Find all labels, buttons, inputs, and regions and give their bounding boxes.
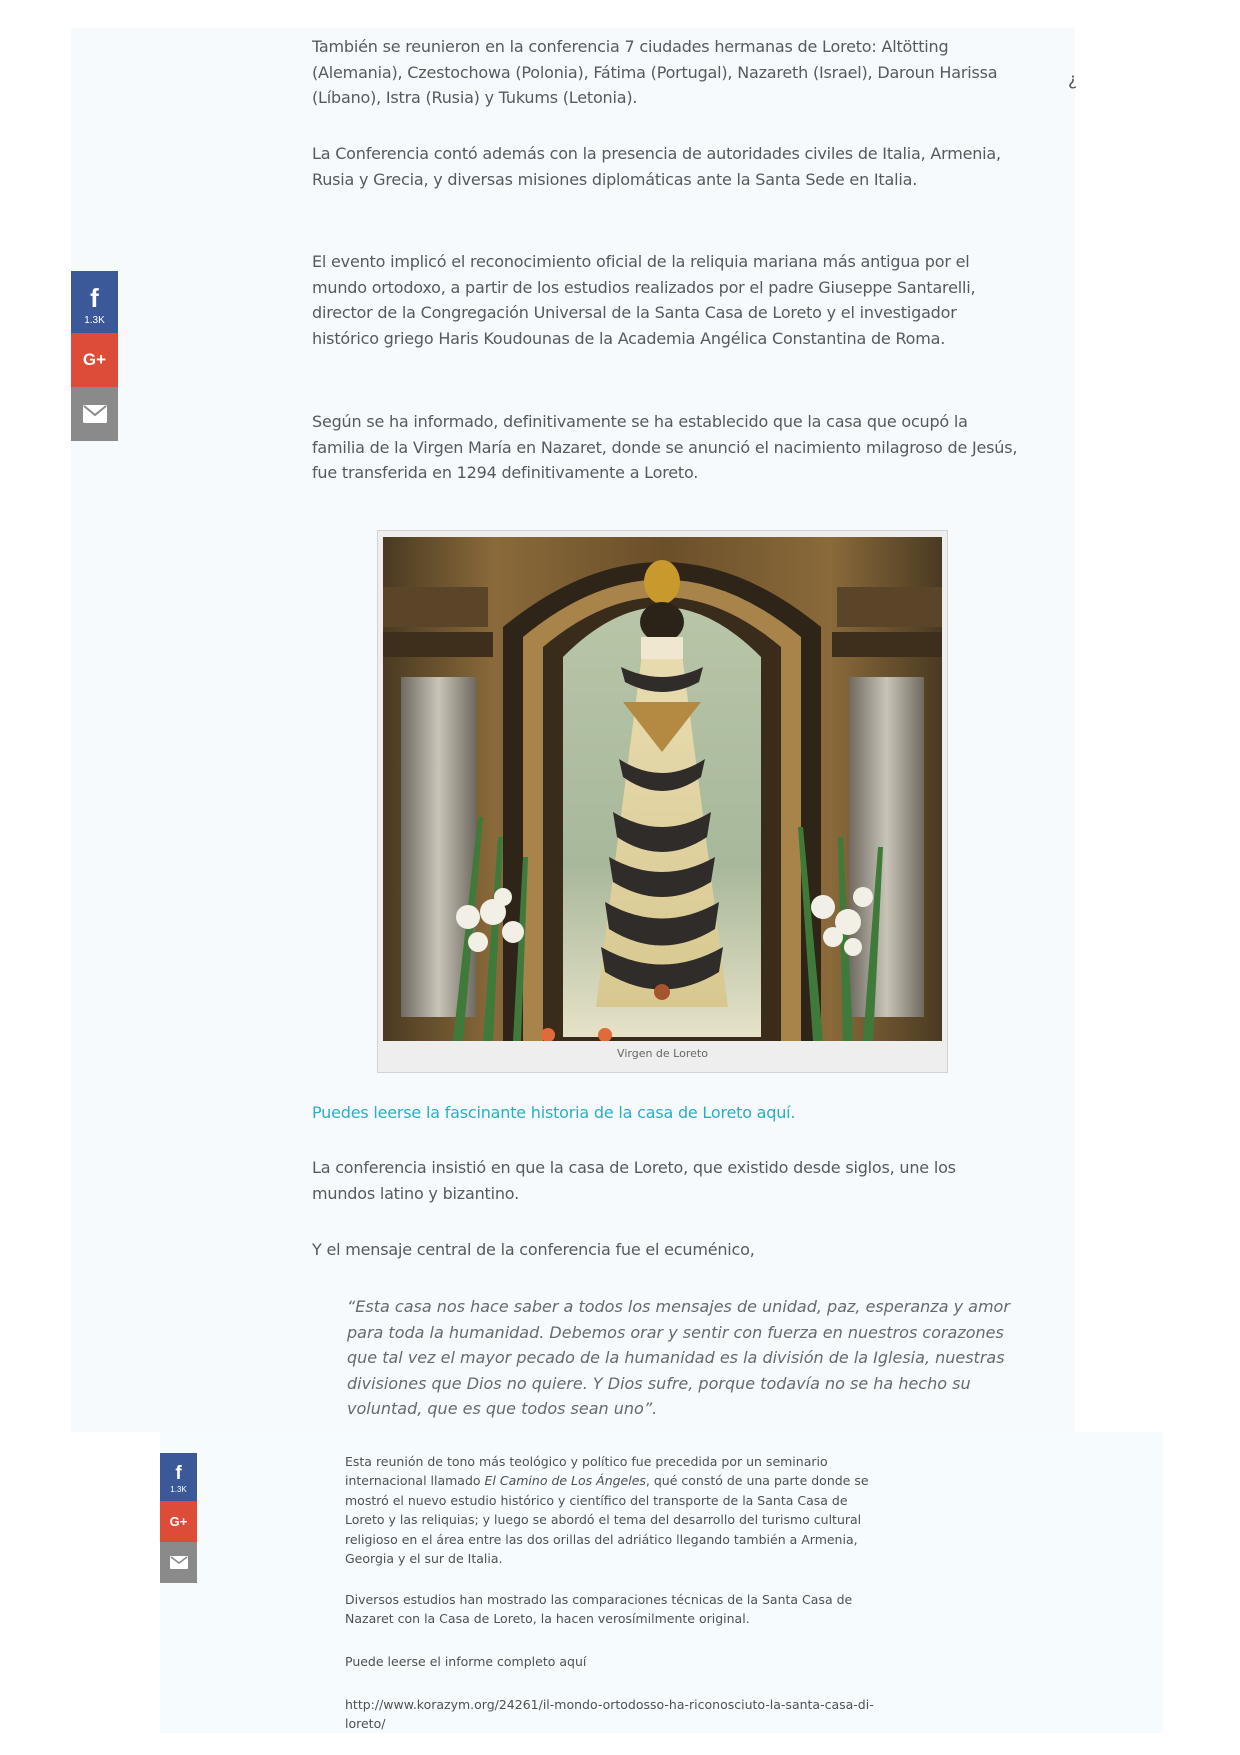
paragraph-report: Puede leerse el informe completo aquí xyxy=(345,1654,587,1669)
paragraph-seminar xyxy=(345,1452,885,1568)
seminar-text-after: , qué constó de una parte donde se mostró el nuevo estudio histórico y científico del transporte de la Santa Casa de Loreto y las reliquias; y luego se abordó el tema del desarrollo del turismo cultural religioso en el área entre las dos orillas del adriático llegando también a Armenia, Georgia y el sur de Italia. xyxy=(345,1473,869,1567)
paragraph-event: El evento implicó el reconocimiento oficial de la reliquia mariana más antigua por el mundo ortodoxo, a partir de los estudios realizados por el padre Giuseppe Santarelli, director de la Congregación Universal de la Santa Casa de Loreto y el investigador histórico griego Haris Koudounas de la Academia Angélica Constantina de Roma. xyxy=(312,252,976,348)
seminar-title: El Camino de Los Ángeles xyxy=(484,1473,646,1489)
figure-caption: Virgen de Loreto xyxy=(617,1047,708,1060)
google-plus-icon: G+ xyxy=(169,1514,188,1529)
facebook-icon: f xyxy=(175,1463,182,1484)
paragraph-sister-cities: También se reunieron en la conferencia 7 ciudades hermanas de Loreto: Altötting (Alemania), Czestochowa (Polonia), Fátima (Portugal), Nazareth (Israel), Daroun Harissa (Líbano), Istra (Rusia) y Tukums (Letonia). xyxy=(312,37,998,108)
shrine-image xyxy=(383,537,942,1041)
stray-character: ¿ xyxy=(1068,70,1078,90)
seminar-text-before: Esta reunión de tono más teológico y político fue precedida por un seminario internacional llamado xyxy=(345,1454,828,1489)
paragraph-informed: Según se ha informado, definitivamente se ha establecido que la casa que ocupó la familia de la Virgen María en Nazaret, donde se anunció el nacimiento milagroso de Jesús, fue transferida en 1294 definitivamente a Loreto. xyxy=(312,412,1018,483)
figure-virgen-de-loreto xyxy=(377,530,948,1073)
history-link[interactable]: Puedes leerse la fascinante historia de la casa de Loreto aquí. xyxy=(312,1103,796,1122)
email-share-button[interactable] xyxy=(160,1542,197,1583)
quote-block: “Esta casa nos hace saber a todos los mensajes de unidad, paz, esperanza y amor para toda la humanidad. Debemos orar y sentir con fuerza en nuestros corazones que tal vez el mayor pecado de la humanidad es la división de la Iglesia, nuestras divisiones que Dios no quiere. Y Dios sufre, porque todavía no se ha hecho su voluntad, que es que todos sean uno”. xyxy=(347,1297,1010,1419)
google-plus-share-button[interactable] xyxy=(71,333,118,387)
share-bar-top xyxy=(71,271,118,441)
paragraph-authorities: La Conferencia contó además con la presencia de autoridades civiles de Italia, Armenia, Rusia y Grecia, y diversas misiones diplomáticas ante la Santa Sede en Italia. xyxy=(312,144,1001,189)
facebook-share-button[interactable] xyxy=(160,1453,197,1501)
envelope-icon xyxy=(83,405,107,423)
paragraph-studies: Diversos estudios han mostrado las comparaciones técnicas de la Santa Casa de Nazaret con la Casa de Loreto, la hacen verosímilmente original. xyxy=(345,1592,853,1627)
email-share-button[interactable] xyxy=(71,387,118,441)
share-bar-bottom xyxy=(160,1453,197,1583)
google-plus-share-button[interactable] xyxy=(160,1501,197,1542)
paragraph-ecumenical: Y el mensaje central de la conferencia fue el ecuménico, xyxy=(312,1240,755,1259)
paragraph-latin-byzantine: La conferencia insistió en que la casa de Loreto, que existido desde siglos, une los mundos latino y bizantino. xyxy=(312,1158,956,1203)
facebook-share-count: 1.3K xyxy=(170,1485,187,1494)
report-link[interactable]: http://www.korazym.org/24261/il-mondo-ortodosso-ha-riconosciuto-la-santa-casa-di-loreto/ xyxy=(345,1697,874,1732)
facebook-icon: f xyxy=(90,282,99,313)
google-plus-icon: G+ xyxy=(82,350,107,369)
virgin-of-loreto-photo xyxy=(383,537,942,1041)
envelope-icon xyxy=(170,1556,188,1569)
facebook-share-button[interactable] xyxy=(71,271,118,333)
facebook-share-count: 1.3K xyxy=(84,314,105,326)
